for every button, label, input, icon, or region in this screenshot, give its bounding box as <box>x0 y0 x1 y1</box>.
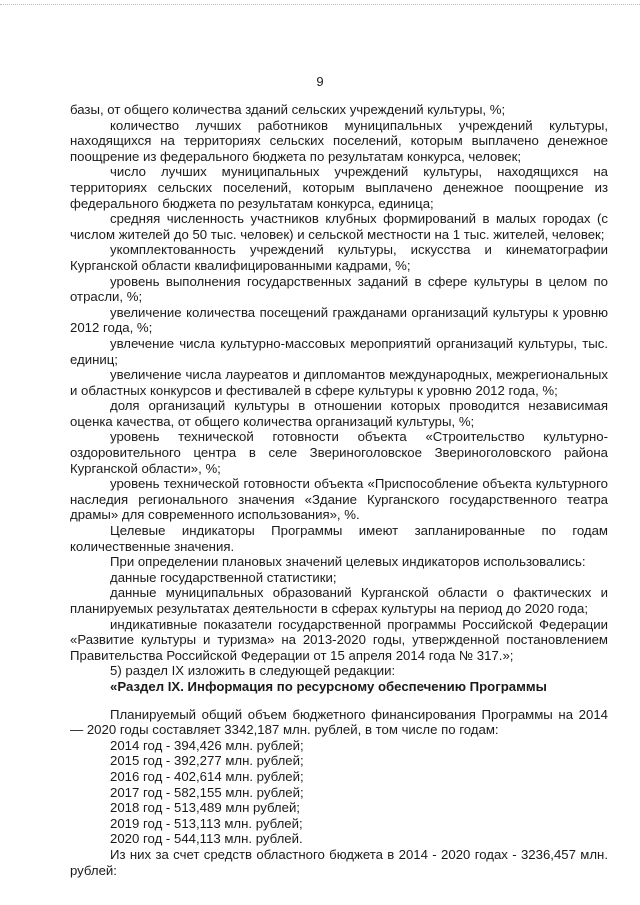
paragraph: данные государственной статистики; <box>110 569 337 585</box>
paragraph: средняя численность участников клубных формирований в малых городах (с числом жителей до 50 тыс. человек) и сельской местности на 1 тыс. жителей, человек; <box>70 211 608 242</box>
regional-budget-line: Из них за счет средств областного бюджета в 2014 - 2020 годах - 3236,457 млн. рублей: <box>70 846 608 878</box>
spacer <box>70 695 608 707</box>
paragraph: увеличение количества посещений гражданами организаций культуры к уровню 2012 года, %; <box>70 304 608 336</box>
funding-year-line: 2020 год - 544,113 млн. рублей. <box>110 831 303 847</box>
funding-year-line: 2019 год - 513,113 млн. рублей; <box>110 815 303 831</box>
paragraph: базы, от общего количества зданий сельских учреждений культуры, %; <box>70 102 506 117</box>
paragraph: количество лучших работников муниципальных учреждений культуры, находящихся на территориях сельских поселений, которым выплачено денежное поощрение из федерального бюджета по результатам конкурса, человек; <box>70 117 608 164</box>
funding-year-line: 2018 год - 513,489 млн рублей; <box>110 800 300 816</box>
paragraph: Целевые индикаторы Программы имеют запланированные по годам количественные значения. <box>70 523 608 554</box>
funding-year-line: 2016 год - 402,614 млн. рублей; <box>110 768 304 784</box>
paragraph: данные муниципальных образований Курганской области о фактических и планируемых результатах деятельности в сферах культуры на период до 2020 года; <box>70 585 608 616</box>
funding-year-line: 2015 год - 392,277 млн. рублей; <box>110 753 304 769</box>
section-heading: «Раздел IX. Информация по ресурсному обеспечению Программы <box>110 678 547 694</box>
paragraph: 5) раздел IX изложить в следующей редакции: <box>110 663 396 679</box>
paragraph: уровень выполнения государственных заданий в сфере культуры в целом по отрасли, %; <box>70 273 608 305</box>
paragraph: индикативные показатели государственной программы Российской Федерации «Развитие культуры и туризма» на 2013-2020 годы, утвержденной постановлением Правительства Российской Федерации от 15 апреля 2014 года № 317.»; <box>70 616 608 663</box>
paragraph: доля организаций культуры в отношении которых проводится независимая оценка качества, от общего количества организаций культуры, %; <box>70 398 608 429</box>
paragraph: увлечение числа культурно-массовых мероприятий организаций культуры, тыс. единиц; <box>70 335 608 367</box>
paragraph: При определении плановых значений целевых индикаторов использовались: <box>110 554 586 570</box>
document-body <box>70 102 608 878</box>
paragraph: укомплектованность учреждений культуры, искусства и кинематографии Курганской области квалифицированными кадрами, %; <box>70 242 608 273</box>
funding-year-line: 2017 год - 582,155 млн. рублей; <box>110 784 304 800</box>
funding-intro: Планируемый общий объем бюджетного финансирования Программы на 2014 — 2020 годы составляет 3342,187 млн. рублей, в том числе по годам: <box>70 706 608 738</box>
scan-artifact <box>0 4 640 9</box>
paragraph: число лучших муниципальных учреждений культуры, находящихся на территориях сельских поселений, которым выплачено денежное поощрение из федерального бюджета по результатам конкурса, единица; <box>70 164 608 211</box>
paragraph: уровень технической готовности объекта «Приспособление объекта культурного наследия регионального значения «Здание Курганского государственного театра драмы» для современного использования», %. <box>70 476 608 523</box>
page-number: 9 <box>316 74 324 89</box>
funding-year-line: 2014 год - 394,426 млн. рублей; <box>110 737 304 753</box>
paragraph: уровень технической готовности объекта «Строительство культурно-оздоровительного центра в селе Звериноголовское Звериноголовского района Курганской области», %; <box>70 429 608 476</box>
paragraph: увеличение числа лауреатов и дипломантов международных, межрегиональных и областных конкурсов и фестивалей в сфере культуры к уровню 2012 года, %; <box>70 367 608 398</box>
